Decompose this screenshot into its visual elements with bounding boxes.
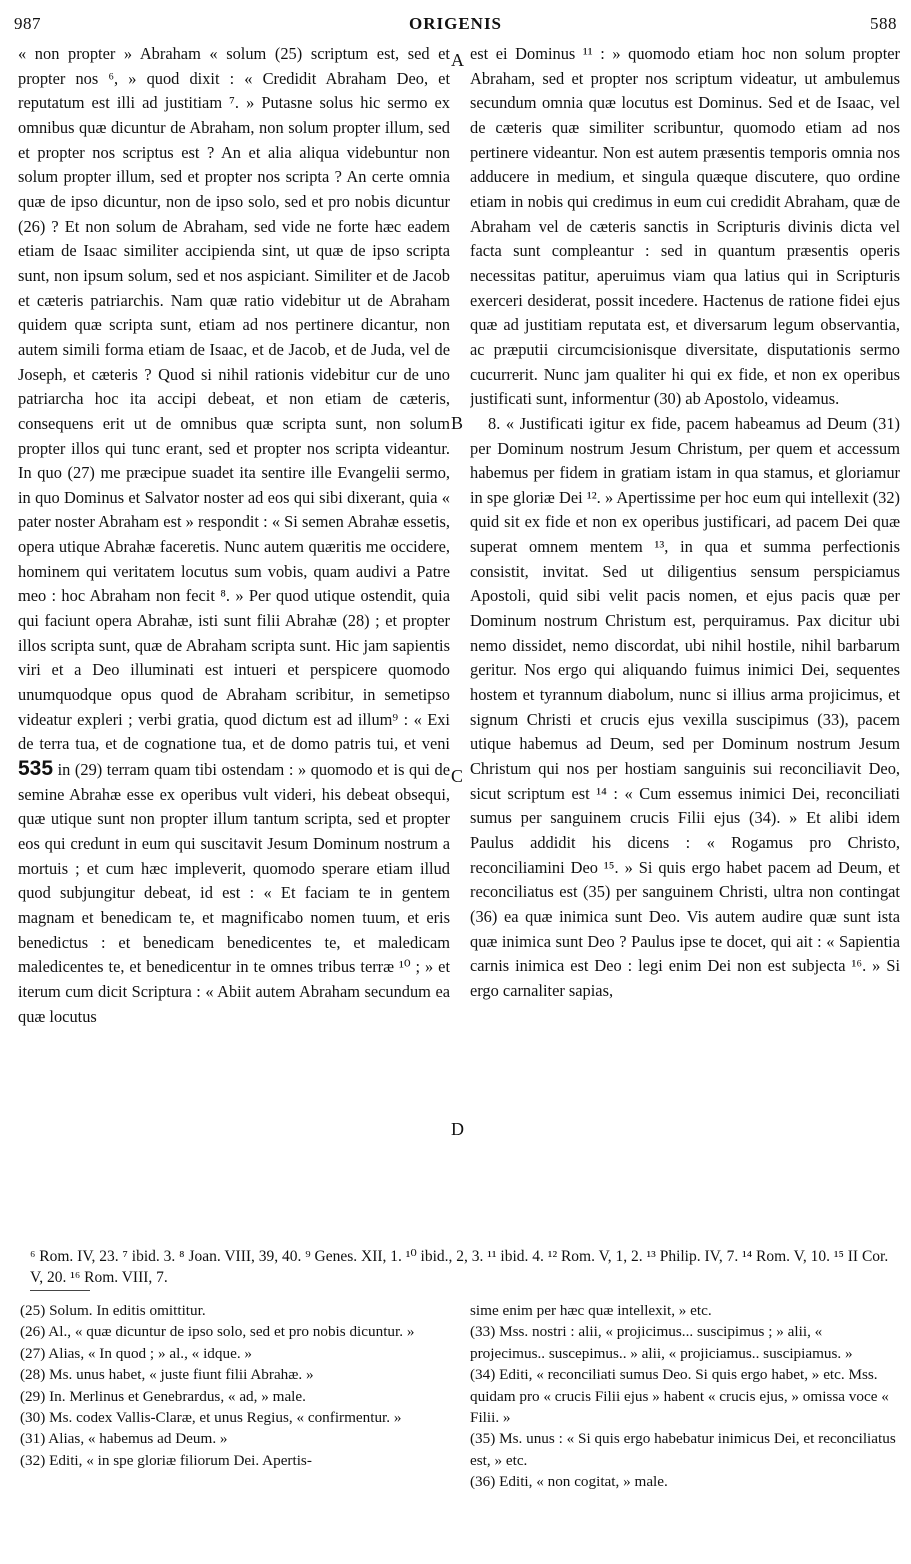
- footnote: (32) Editi, « in spe gloriæ filiorum Dei. Apertis-: [20, 1451, 312, 1469]
- margin-letter-d: D: [451, 1119, 464, 1139]
- page-number-right: 588: [870, 14, 897, 33]
- footnote: (36) Editi, « non cogitat, » male.: [470, 1473, 668, 1491]
- page-number-left: 987: [14, 14, 41, 33]
- footnote: (25) Solum. In editis omittitur.: [20, 1302, 206, 1319]
- footnote: (35) Ms. unus : « Si quis ergo habebatur inimicus Dei, et reconciliatus est, » etc.: [470, 1430, 896, 1469]
- running-title: ORIGENIS: [408, 14, 503, 33]
- footnote: (29) In. Merlinus et Genebrardus, « ad, » male.: [20, 1387, 306, 1405]
- page-header: [14, 8, 897, 36]
- footnote: (26) Al., « quæ dicuntur de ipso solo, sed et pro nobis dicuntur. »: [20, 1323, 415, 1341]
- right-paragraph-2: 8. « Justificati igitur ex fide, pacem habeamus ad Deum (31) per Dominum nostrum Jesum Christum, per quem et accessum habemus per fidem in gratiam istam in qua stamus, et gloriamur in spe gloriæ Dei ¹². » Apertissime per hoc eum qui intellexit (32) quid sit ex fide et non ex operibus justificari, ad pacem Dei quæ superat omnem mentem ¹³, in qua et summa perfectionis consistit, invitat. Sed ut diligentius sensum perspiciamus Apostoli, quid sibi velit pacis nomen, et ejus pacis quæ per Dominum nostrum Christum est, perquiramus. Pax dicitur ubi nemo dissidet, nemo discordat, ubi nihil hostile, nihil barbarum geritur. Nos ergo qui aliquando fuimus inimici Dei, sequentes hostem et tyrannum diabolum, nunc si illius arma projicimus, et signum Christi et crucis ejus vexilla suscipimus (33), pacem utique habemus ad Deum, sed per Dominum nostrum Jesum Christum qui nos per hostiam sanguinis sui reconciliavit Deo, sicut scriptum est ¹⁴ : « Cum essemus inimici Dei, reconciliati sumus per sanguinem crucis Filii ejus (34). » Et alibi idem Paulus addidit his dicens : « Rogamus pro Christo, reconciliamini Deo ¹⁵. » Si quis ergo habet pacem ad Deum, et reconciliatus est (35) per sanguinem Christi, ultra non contingat (36) ea quæ inimica sunt Deo. Vis autem audire quæ sunt ista quæ inimica sunt Deo ? Paulus ipse te docet, qui ait : « Sapientia carnis inimica est Deo : legi enim Dei non est subjecta ¹⁶. » Si ergo carnaliter sapias,: [470, 413, 900, 1000]
- margin-letter-b: B: [451, 413, 464, 433]
- right-paragraph-1: est ei Dominus ¹¹ : » quomodo etiam hoc non solum propter Abraham, sed et propter nos scriptum videatur, ut ambulemus secundum omnia quæ locutus est Dominus. Sed et de Isaac, vel de cæteris quæ similiter scribuntur, quomodo etiam ad nos pertinere videantur. Non est autem præsentis temporis omnia nos adducere in medium, et singula quæque discutere, quo ordine etiam in nobis qui credimus in eum cui credidit Abraham, quæ de Abraham vel de cæteris sanctis in Scripturis divinis dicta vel facta sunt compleantur : sed in quantum præsentis operis necessitas patitur, aperuimus viam qua latius qui in Scripturis exerceri desiderat, possit incedere. Hactenus de ratione fidei ejus quæ ad justitiam reputata est, et diversarum legum observantia, ac præputii circumcisionisque diversitate, disputationis sermo cucurrerit. Nunc jam qualiter hi qui ex fide, et non ex operibus justificati sunt, informentur (30) ab Apostolo, videamus.: [470, 44, 900, 409]
- edition-page-number: 535: [18, 757, 54, 781]
- margin-letter-c: C: [451, 766, 464, 786]
- footnotes-left: [20, 1300, 450, 1471]
- footnote-rule: [30, 1290, 90, 1291]
- footnote: (28) Ms. unus habet, « juste fiunt filii Abrahæ. »: [20, 1366, 314, 1384]
- footnote: (27) Alias, « In quod ; » al., « idque. »: [20, 1344, 253, 1362]
- right-column: [470, 42, 900, 1250]
- left-column: [18, 42, 450, 1250]
- left-paragraph-1-continued: in (29) terram quam tibi ostendam : » quomodo et is qui de semine Abrahæ esse ex operibus vult videri, his debeat obsequi, quæ utique sunt non propter illum tantum scripta, sed et propter eos qui credunt in eum qui suscitavit Jesum Dominum nostrum a mortuis ; et cum hæc impleverit, quomodo sperare etiam illud quod subjungitur debeat, id est : « Et faciam te in gentem magnam et benedicam te, et magnificabo nomen tuum, et eris benedictus : et benedicam benedicentes te, et maledicam maledicentes te, et benedicentur in te omnes tribus terræ ¹⁰ ; » et iterum cum dicit Scriptura : « Abiit autem Abraham secundum ea quæ locutus: [18, 760, 450, 1026]
- scripture-references: ⁶ Rom. IV, 23. ⁷ ibid. 3. ⁸ Joan. VIII, 39, 40. ⁹ Genes. XII, 1. ¹⁰ ibid., 2, 3. ¹¹ ibid. 4. ¹² Rom. V, 1, 2. ¹³ Philip. IV, 7. ¹⁴ Rom. V, 10. ¹⁵ II Cor. V, 20. ¹⁶ Rom. VIII, 7.: [30, 1248, 889, 1286]
- footnote: (34) Editi, « reconciliati sumus Deo. Si quis ergo habet, » etc. Mss. quidam pro « crucis Filii ejus » habent « crucis ejus, » omissa voce « Filii. »: [470, 1366, 889, 1427]
- footnotes-right: [470, 1300, 900, 1493]
- footnote: (33) Mss. nostri : alii, « projicimus... suscipimus ; » alii, « projecimus.. suscepimus.. » alii, « projiciamus.. suscipiamus. »: [470, 1323, 853, 1362]
- left-paragraph-1: « non propter » Abraham « solum (25) scriptum est, sed et propter nos ⁶, » quod dixit : « Credidit Abraham Deo, et reputatum est illi ad justitiam ⁷. » Putasne solus hic sermo ex omnibus quæ dicuntur de Abraham, non solum propter illum, sed et propter nos scriptus est ? An et alia aliqua videbuntur non solum propter illum, sed et propter nos scripta ? An certe omnia quæ de ipso dicuntur, non de ipso solo, sed et pro nobis dicuntur (26) ? Et non solum de Abraham, sed vide ne forte hæc eadem etiam de Isaac similiter accipienda sint, ut quæ de ipso scripta sunt, non ipsum solum, sed et nos aspiciant. Similiter et de Jacob et cæteris patriarchis. Nam quæ ratio videbitur ut de Abraham quidem quæ scripta sunt, etiam ad nos pertinere dicantur, non autem simili forma etiam de Isaac, et de Jacob, et de Juda, vel de Joseph, et cæteris ? Quod si nihil rationis videbitur cur de uno patriarcha hoc ita accipi debeat, et non etiam de cæteris, consequens erit ut de omnibus quæ scripta sunt, non solum propter illos qui tunc erant, sed et propter nos scripta videantur. In quo (27) me præcipue suadet ita sentire ille Evangelii sermo, in quo Dominus et Salvator noster ad eos qui sibi dixerant, quia « pater noster Abraham est » respondit : « Si semen Abrahæ essetis, opera utique Abrahæ faceretis. Nunc autem quæritis me occidere, hominem qui veritatem locutus sum vobis, quam audivi a Patre meo : hoc Abraham non fecit ⁸. » Per quod utique ostendit, quia qui faciunt opera Abrahæ, isti sunt filii Abrahæ (28) ; et propter illos scripta sunt, quæ de Abraham scripta sunt. Hic jam sapientis viri et a Deo illuminati est intueri et perspicere quomodo unumquodque opus quod de Abraham scribitur, in semetipso videatur expleri ; verbi gratia, quod dictum est ad illum⁹ : « Exi de terra tua, et de cognatione tua, et de domo patris tui, et veni: [18, 44, 450, 754]
- margin-letter-a: A: [451, 50, 464, 70]
- footnote: (30) Ms. codex Vallis-Claræ, et unus Regius, « confirmentur. »: [20, 1409, 402, 1427]
- left-column-text: [18, 42, 450, 1029]
- footnote: sime enim per hæc quæ intellexit, » etc.: [470, 1302, 712, 1319]
- footnote: (31) Alias, « habemus ad Deum. »: [20, 1430, 228, 1448]
